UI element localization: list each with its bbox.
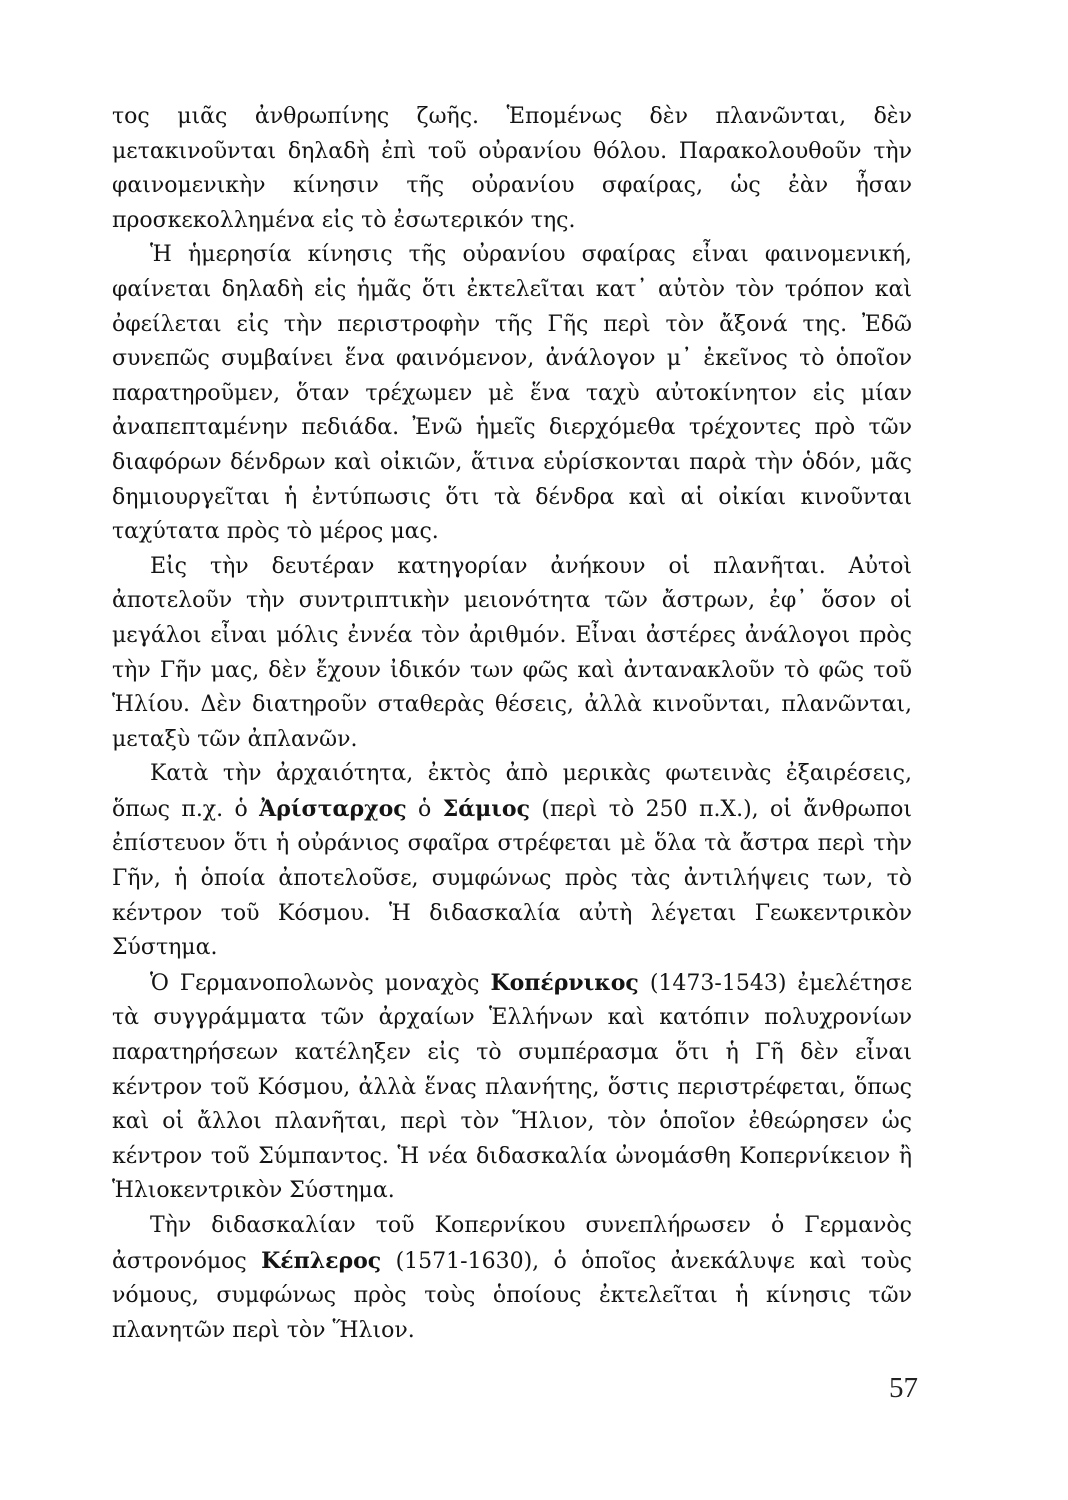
paragraph-2 (112, 238, 912, 549)
paragraph-text: Ἡ ἡμερησία κίνησις τῆς οὐρανίου σφαίρας εἶναι φαινομενική, φαίνεται δηλαδὴ εἰς ἡμᾶς ὅτι ἐκτελεῖται κατ᾽ αὐτὸν τὸν τρόπον καὶ ὀφείλεται εἰς τὴν περιστροφὴν τῆς Γῆς περὶ τὸν ἄξονά της. Ἐδῶ συνεπῶς συμβαίνει ἕνα φαινόμενον, ἀνάλογον μ᾽ ἐκεῖνος τὸ ὁποῖον παρατηροῦμεν, ὅταν τρέχωμεν μὲ ἕνα ταχὺ αὐτοκίνητον εἰς μίαν ἀναπεπταμένην πεδιάδα. Ἐνῶ ἡμεῖς διερχόμεθα τρέχοντες πρὸ τῶν διαφόρων δένδρων καὶ οἰκιῶν, ἅτινα εὑρίσκονται παρὰ τὴν ὁδόν, μᾶς δημιουργεῖται ἡ ἐντύπωσις ὅτι τὰ δένδρα καὶ αἱ οἰκίαι κινοῦνται ταχύτατα πρὸς τὸ μέρος μας. (112, 242, 912, 545)
bold-name-kopernikos: Κοπέρνικος (490, 969, 639, 996)
page-number: 57 (889, 1372, 918, 1404)
paragraph-text: (1571-1630), ὁ ὁποῖος ἀνεκάλυψε καὶ τοὺς νόμους, συμφώνως πρὸς τοὺς ὁποίους ἐκτελεῖται ἡ κίνησις τῶν πλανητῶν περὶ τὸν Ἥλιον. (112, 1248, 912, 1343)
paragraph-text: τος μιᾶς ἀνθρωπίνης ζωῆς. Ἑπομένως δὲν πλανῶνται, δὲν μετακινοῦνται δηλαδὴ ἐπὶ τοῦ οὐρανίου θόλου. Παρακολουθοῦν τὴν φαινομενικὴν κίνησιν τῆς οὐρανίου σφαίρας, ὡς ἐὰν ἦσαν προσκεκολλημένα εἰς τὸ ἐσωτερικόν της. (112, 104, 912, 233)
bold-name-kepleros: Κέπλερος (261, 1247, 382, 1274)
paragraph-text: (περὶ τὸ 250 π.Χ.), οἱ ἄνθρωποι ἐπίστευον ὅτι ἡ οὐράνιος σφαῖρα στρέφεται μὲ ὅλα τὰ ἄστρα περὶ τὴν Γῆν, ἡ ὁποία ἀποτελοῦσε, συμφώνως πρὸς τὰς ἀντιλήψεις των, τὸ κέντρον τοῦ Κόσμου. Ἡ διδασκαλία αὐτὴ λέγεται Γεωκεντρικὸν Σύστημα. (112, 796, 913, 961)
bold-name-aristarchos: Ἀρίσταρχος (259, 795, 407, 822)
paragraph-text: (1473-1543) ἐμελέτησε τὰ συγγράμματα τῶν ἀρχαίων Ἑλλήνων καὶ κατόπιν πολυχρονίων παρατηρήσεων κατέληξεν εἰς τὸ συμπέρασμα ὅτι ἡ Γῆ δὲν εἶναι κέντρον τοῦ Κόσμου, ἀλλὰ ἕνας πλανήτης, ὅστις περιστρέφεται, ὅπως καὶ οἱ ἄλλοι πλανῆται, περὶ τὸν Ἥλιον, τὸν ὁποῖον ἐθεώρησεν ὡς κέντρον τοῦ Σύμπαντος. Ἡ νέα διδασκαλία ὠνομάσθη Κοπερνίκειον ἢ Ἡλιοκεντρικὸν Σύστημα. (112, 970, 912, 1204)
bold-name-samios: Σάμιος (442, 795, 530, 822)
paragraph-5 (112, 966, 912, 1209)
paragraph-text: Τὴν διδασκαλίαν τοῦ Κοπερνίκου συνεπλήρωσεν ὁ Γερμανὸς ἀστρονόμος (112, 1213, 912, 1274)
paragraph-text: Εἰς τὴν δευτέραν κατηγορίαν ἀνήκουν οἱ πλανῆται. Αὐτοὶ ἀποτελοῦν τὴν συντριπτικὴν μειονότητα τῶν ἄστρων, ἐφ᾽ ὅσον οἱ μεγάλοι εἶναι μόλις ἐννέα τὸν ἀριθμόν. Εἶναι ἀστέρες ἀνάλογοι πρὸς τὴν Γῆν μας, δὲν ἔχουν ἰδικόν των φῶς καὶ ἀντανακλοῦν τὸ φῶς τοῦ Ἡλίου. Δὲν διατηροῦν σταθερὰς θέσεις, ἀλλὰ κινοῦνται, πλανῶνται, μεταξὺ τῶν ἀπλανῶν. (112, 553, 912, 752)
paragraph-4 (112, 757, 912, 966)
paragraph-text: Ὁ Γερμανοπολωνὸς μοναχὸς (150, 970, 491, 996)
paragraph-text: Κατὰ τὴν ἀρχαιότητα, ἐκτὸς ἀπὸ μερικὰς φωτεινὰς ἐξαιρέσεις, ὅπως π.χ. ὁ (112, 761, 912, 822)
page-body (112, 100, 912, 1348)
paragraph-text: ὁ (406, 796, 443, 822)
paragraph-1 (112, 100, 912, 238)
paragraph-3 (112, 550, 912, 758)
paragraph-6 (112, 1209, 912, 1348)
